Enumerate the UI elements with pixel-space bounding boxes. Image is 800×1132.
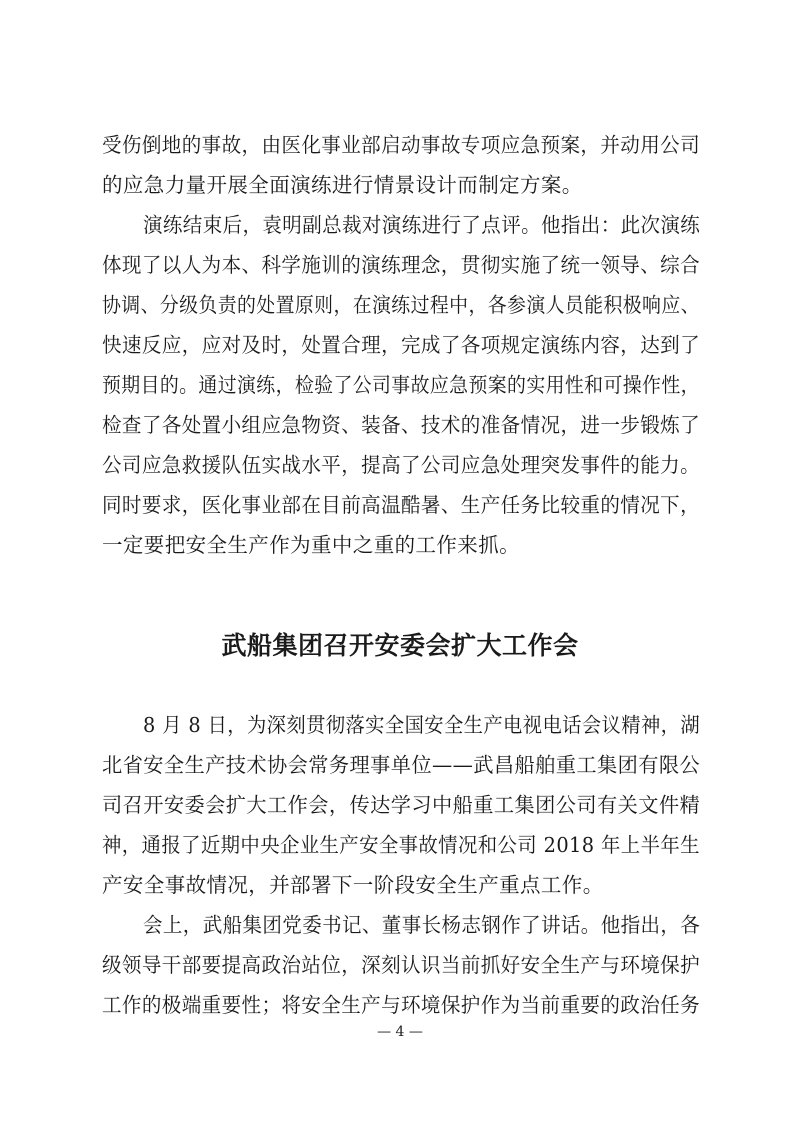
article-1-line-1: 受伤倒地的事故，由医化事业部启动事故专项应急预案，并动用公司 [102, 133, 700, 157]
article-2-line-5: 产安全事故情况，并部署下一阶段安全生产重点工作。 [102, 873, 604, 897]
article-1-line-10: 同时要求，医化事业部在目前高温酷暑、生产任务比较重的情况下， [102, 493, 700, 517]
article-2-line-8: 工作的极端重要性；将安全生产与环境保护作为当前重要的政治任务 [102, 993, 700, 1017]
article-2-line-2: 北省安全生产技术协会常务理事单位——武昌船舶重工集团有限公 [102, 753, 701, 777]
article-1-line-2: 的应急力量开展全面演练进行情景设计而制定方案。 [102, 173, 583, 197]
article-1-line-9: 公司应急救援队伍实战水平，提高了公司应急处理突发事件的能力。 [102, 453, 700, 477]
article-2-line-1: 8 月 8 日，为深刻贯彻落实全国安全生产电视电话会议精神，湖 [143, 713, 701, 737]
article-1-line-5: 协调、分级负责的处置原则，在演练过程中，各参演人员能积极响应、 [102, 293, 700, 317]
article-2-line-4: 神，通报了近期中央企业生产安全事故情况和公司 2018 年上半年生 [102, 833, 700, 857]
article-1-line-3: 演练结束后，袁明副总裁对演练进行了点评。他指出：此次演练 [143, 213, 701, 237]
article-1-line-4: 体现了以人为本、科学施训的演练理念，贯彻实施了统一领导、综合 [102, 253, 700, 277]
article-2-line-7: 级领导干部要提高政治站位，深刻认识当前抓好安全生产与环境保护 [102, 953, 700, 977]
article-1-line-8: 检查了各处置小组应急物资、装备、技术的准备情况，进一步锻炼了 [102, 413, 700, 437]
article-1-line-6: 快速反应，应对及时，处置合理，完成了各项规定演练内容，达到了 [102, 333, 700, 357]
article-2-line-3: 司召开安委会扩大工作会，传达学习中船重工集团公司有关文件精 [102, 793, 701, 817]
page-number: — 4 — [377, 1024, 423, 1040]
article-1-line-7: 预期目的。通过演练，检验了公司事故应急预案的实用性和可操作性， [102, 373, 700, 397]
article-1-line-11: 一定要把安全生产作为重中之重的工作来抓。 [102, 533, 520, 557]
article-2-line-6: 会上，武船集团党委书记、董事长杨志钢作了讲话。他指出，各 [143, 913, 701, 937]
article-2-title: 武船集团召开安委会扩大工作会 [221, 631, 579, 660]
